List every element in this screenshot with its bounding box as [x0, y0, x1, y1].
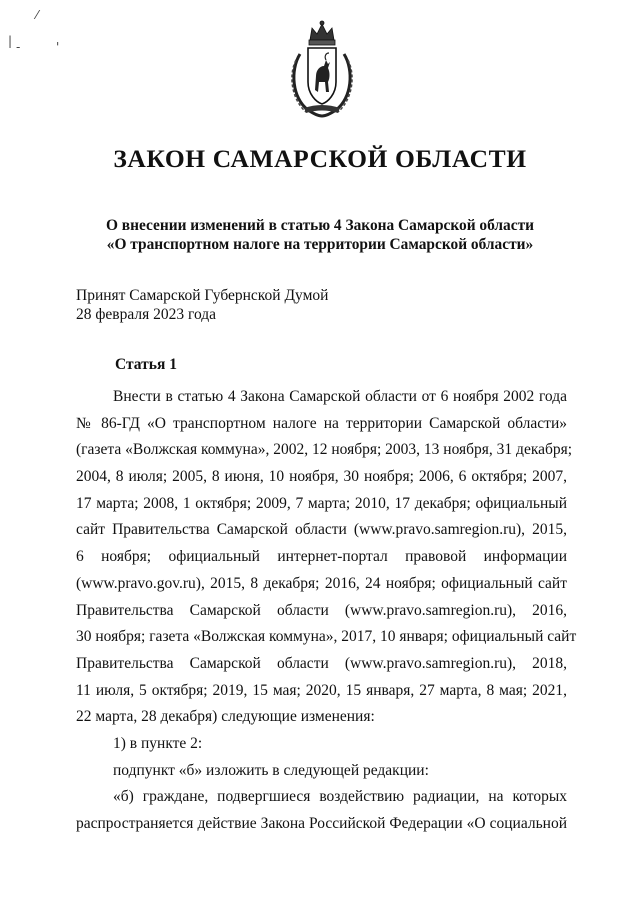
- text-line: (газета «Волжская коммуна», 2002, 12 ноября; 2003, 13 ноября, 31 декабря;: [76, 441, 573, 459]
- scan-mark: ⁄: [36, 8, 39, 22]
- scan-mark: -: [16, 40, 21, 54]
- text-line: 11 июля, 5 октября; 2019, 15 мая; 2020, 15 января, 27 марта, 8 мая; 2021,: [76, 681, 567, 699]
- text-line: подпункт «б» изложить в следующей редакции:: [113, 761, 429, 779]
- text-line: Правительства Самарской области (www.pravo.samregion.ru), 2016,: [76, 601, 567, 619]
- text-line: (www.pravo.gov.ru), 2015, 8 декабря; 2016, 24 ноября; официальный сайт: [76, 574, 567, 592]
- law-subtitle: [0, 216, 640, 254]
- text-line: 1) в пункте 2:: [113, 734, 203, 752]
- coat-of-arms-emblem: [286, 20, 358, 118]
- scan-mark: |: [8, 34, 13, 48]
- subtitle-line: О внесении изменений в статью 4 Закона Самарской области: [105, 217, 535, 234]
- adoption-block: [76, 286, 328, 324]
- text-line: распространяется действие Закона Российской Федерации «О социальной: [76, 815, 567, 832]
- text-line: 30 ноября; газета «Волжская коммуна», 2017, 10 января; официальный сайт: [76, 628, 577, 646]
- adoption-date: 28 февраля 2023 года: [76, 306, 217, 323]
- text-line: 2004, 8 июля; 2005, 8 июня, 10 ноября, 30 ноября; 2006, 6 октября; 2007,: [76, 468, 567, 486]
- text-line: «б) граждане, подвергшиеся воздействию радиации, на которых: [113, 788, 567, 806]
- adoption-authority: Принят Самарской Губернской Думой: [76, 287, 329, 304]
- text-line: 17 марта; 2008, 1 октября; 2009, 7 марта; 2010, 17 декабря; официальный: [76, 494, 567, 512]
- law-title: ЗАКОН САМАРСКОЙ ОБЛАСТИ: [113, 144, 527, 173]
- text-line: 6 ноября; официальный интернет-портал правовой информации: [76, 548, 567, 566]
- text-line: Внести в статью 4 Закона Самарской области от 6 ноября 2002 года: [113, 388, 567, 405]
- subtitle-line: «О транспортном налоге на территории Самарской области»: [106, 236, 534, 253]
- text-line: сайт Правительства Самарской области (www.pravo.samregion.ru), 2015,: [76, 521, 567, 539]
- article-body: [76, 384, 577, 838]
- text-line: 22 марта, 28 декабря) следующие изменения:: [76, 708, 375, 726]
- text-line: № 86-ГД «О транспортном налоге на территории Самарской области»: [76, 414, 567, 432]
- scan-mark: ': [56, 40, 60, 54]
- article-heading: Статья 1: [115, 356, 177, 373]
- text-line: Правительства Самарской области (www.pravo.samregion.ru), 2018,: [76, 654, 567, 672]
